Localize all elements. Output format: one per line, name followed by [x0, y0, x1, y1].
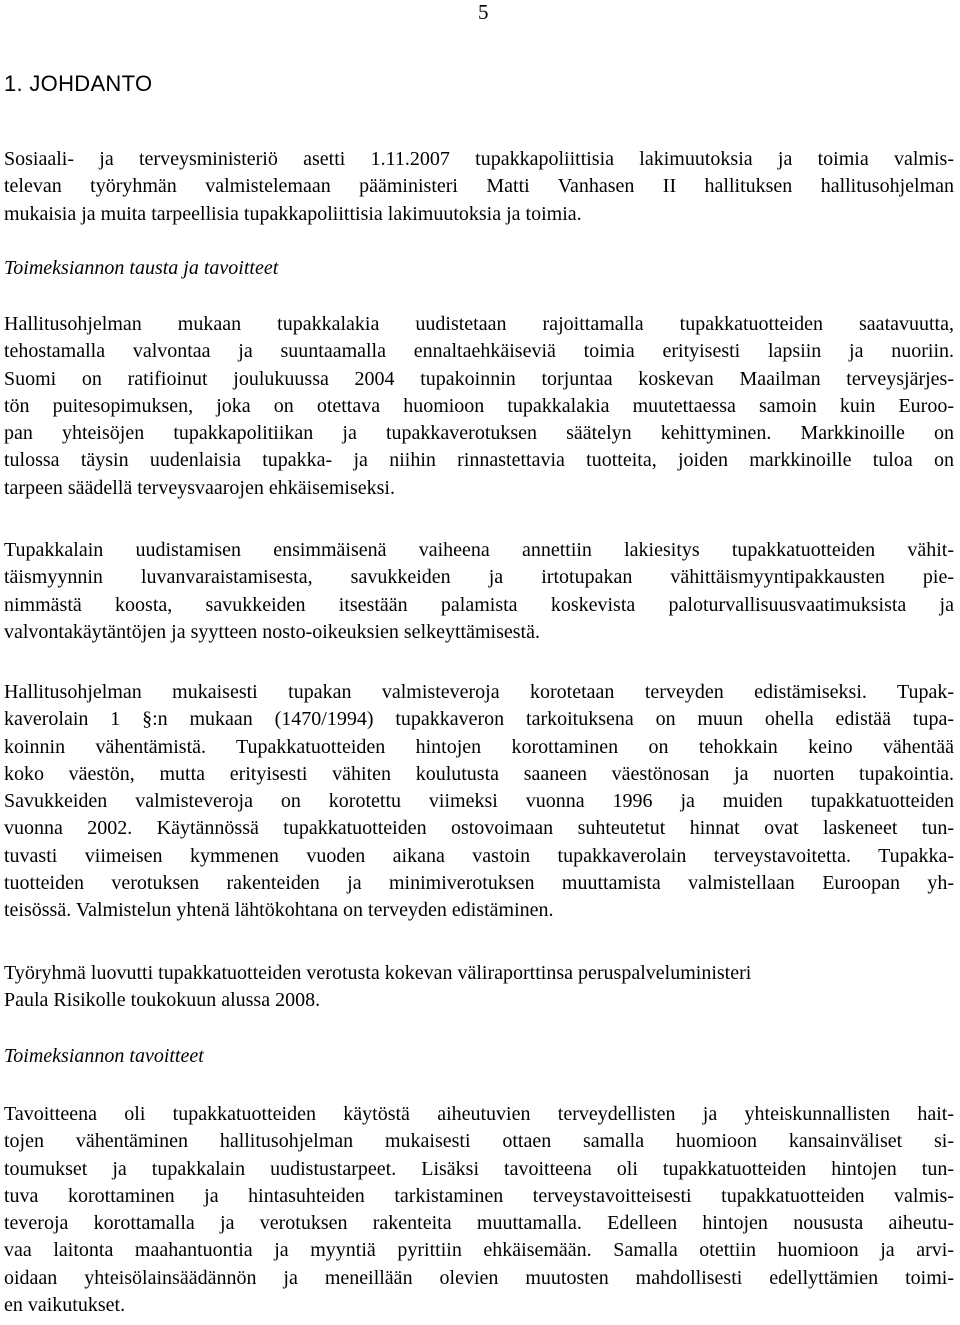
text-line: Paula Risikolle toukokuun alussa 2008.	[4, 989, 321, 1012]
text-line: kaverolain 1 §:n mukaan (1470/1994) tupakkaveron tarkoituksena on muun ohella edistää tupa-	[4, 708, 954, 731]
text-line: Toimeksiannon tavoitteet	[4, 1045, 204, 1067]
text-line: Tupakkalain uudistamisen ensimmäisenä vaiheena annettiin lakiesitys tupakkatuotteiden vähit-	[4, 539, 954, 561]
text-line: vaa laitonta maahantuontia ja myyntiä pyrittiin ehkäisemään. Samalla otettiin huomioon ja arvi-	[4, 1239, 954, 1262]
text-line: Savukkeiden valmisteveroja on korotettu viimeksi vuonna 1996 ja muiden tupakkatuotteiden	[4, 790, 954, 813]
text-line: nimmästä koosta, savukkeiden itsestään palamista koskevista paloturvallisuusvaatimuksista ja	[4, 593, 954, 616]
text-line: tojen vähentäminen hallitusohjelman mukaisesti ottaen samalla huomioon kansainväliset si-	[4, 1130, 954, 1153]
text-line: koko väestön, mutta erityisesti vähiten koulutusta saaneen väestönosan ja nuorten tupakointia.	[4, 762, 954, 785]
text-line: tön puitesopimuksen, joka on otettava huomioon tupakkalakia muutettaessa samoin kuin Euroo-	[4, 394, 954, 417]
text-line: koinnin vähentämistä. Tupakkatuotteiden hintojen korottaminen on tehokkain keino vähentää	[4, 735, 954, 758]
text-line: tulossa täysin uudenlaisia tupakka- ja niihin rinnastettavia tuotteita, joiden markkinoille tuloa on	[4, 449, 954, 472]
text-line: oidaan yhteisölainsäädännön ja meneillään olevien muutosten mahdollisesti edellyttämien toimi-	[4, 1266, 954, 1289]
subheading-goals	[4, 1043, 954, 1070]
paragraph-first-phase	[4, 537, 954, 646]
text-line: mukaisia ja muita tarpeellisia tupakkapoliittisia lakimuutoksia ja toimia.	[4, 202, 582, 225]
subheading-background	[4, 255, 954, 282]
text-line: vuonna 2002. Käytännössä tupakkatuotteiden ostovoimaan suhteutetut hinnat ovat laskeneet tun-	[4, 817, 954, 840]
text-line: Työryhmä luovutti tupakkatuotteiden verotusta kokevan väliraporttinsa peruspalveluministeri	[4, 962, 752, 984]
text-line: tuva korottaminen ja hintasuhteiden tarkistaminen terveystavoitteisesti tupakkatuotteiden valmis-	[4, 1184, 954, 1207]
text-line: Toimeksiannon tausta ja tavoitteet	[4, 257, 279, 279]
text-line: tuvasti viimeisen kymmenen vuoden aikana vastoin tupakkaverolain terveystavoitetta. Tupakka-	[4, 844, 954, 867]
page-number: 5	[478, 0, 489, 24]
text-line: tarpeen säädellä terveysvaarojen ehkäisemiseksi.	[4, 476, 395, 499]
paragraph-taxation	[4, 679, 954, 925]
text-line: en vaikutukset.	[4, 1294, 126, 1317]
text-line: Sosiaali- ja terveysministeriö asetti 1.11.2007 tupakkapoliittisia lakimuutoksia ja toimia valmis-	[4, 148, 954, 170]
text-line: toumukset ja tupakkalain uudistustarpeet. Lisäksi tavoitteena oli tupakkatuotteiden hintojen tun-	[4, 1157, 954, 1180]
text-line: tehostamalla valvontaa ja suuntaamalla ennaltaehkäiseviä toimia erityisesti lapsiin ja nuoriin.	[4, 340, 954, 363]
text-line: teveroja korottamalla ja verotuksen rakenteita muuttamalla. Edelleen hintojen noususta aiheutu-	[4, 1212, 954, 1235]
paragraph-goals	[4, 1101, 954, 1319]
text-line: Hallitusohjelman mukaisesti tupakan valmisteveroja korotetaan terveyden edistämiseksi. Tupak-	[4, 681, 954, 703]
section-heading: 1. JOHDANTO	[4, 71, 153, 96]
text-line: televan työryhmän valmistelemaan pääministeri Matti Vanhasen II hallituksen hallitusohjelman	[4, 175, 954, 198]
paragraph-intro	[4, 146, 954, 228]
paragraph-background	[4, 311, 954, 502]
text-line: tuotteiden verotuksen rakenteiden ja minimiverotuksen muuttamista valmistellaan Euroopan yh-	[4, 872, 954, 895]
text-line: Suomi on ratifioinut joulukuussa 2004 tupakoinnin torjuntaa koskevan Maailman terveysjärjes-	[4, 367, 954, 390]
text-line: teisössä. Valmistelun yhtenä lähtökohtana on terveyden edistäminen.	[4, 899, 554, 922]
text-line: Hallitusohjelman mukaan tupakkalakia uudistetaan rajoittamalla tupakkatuotteiden saatavuutta,	[4, 313, 954, 335]
text-line: valvontakäytäntöjen ja syytteen nosto-oikeuksien selkeyttämisestä.	[4, 620, 540, 643]
paragraph-interim-report	[4, 960, 954, 1015]
text-line: pan yhteisöjen tupakkapolitiikan ja tupakkaverotuksen säätelyn kehittyminen. Markkinoille on	[4, 422, 954, 445]
text-line: Tavoitteena oli tupakkatuotteiden käytöstä aiheutuvien terveydellisten ja yhteiskunnallisten hait-	[4, 1103, 954, 1125]
text-line: täismyynnin luvanvaraistamisesta, savukkeiden ja irtotupakan vähittäismyyntipakkausten pie-	[4, 566, 954, 589]
